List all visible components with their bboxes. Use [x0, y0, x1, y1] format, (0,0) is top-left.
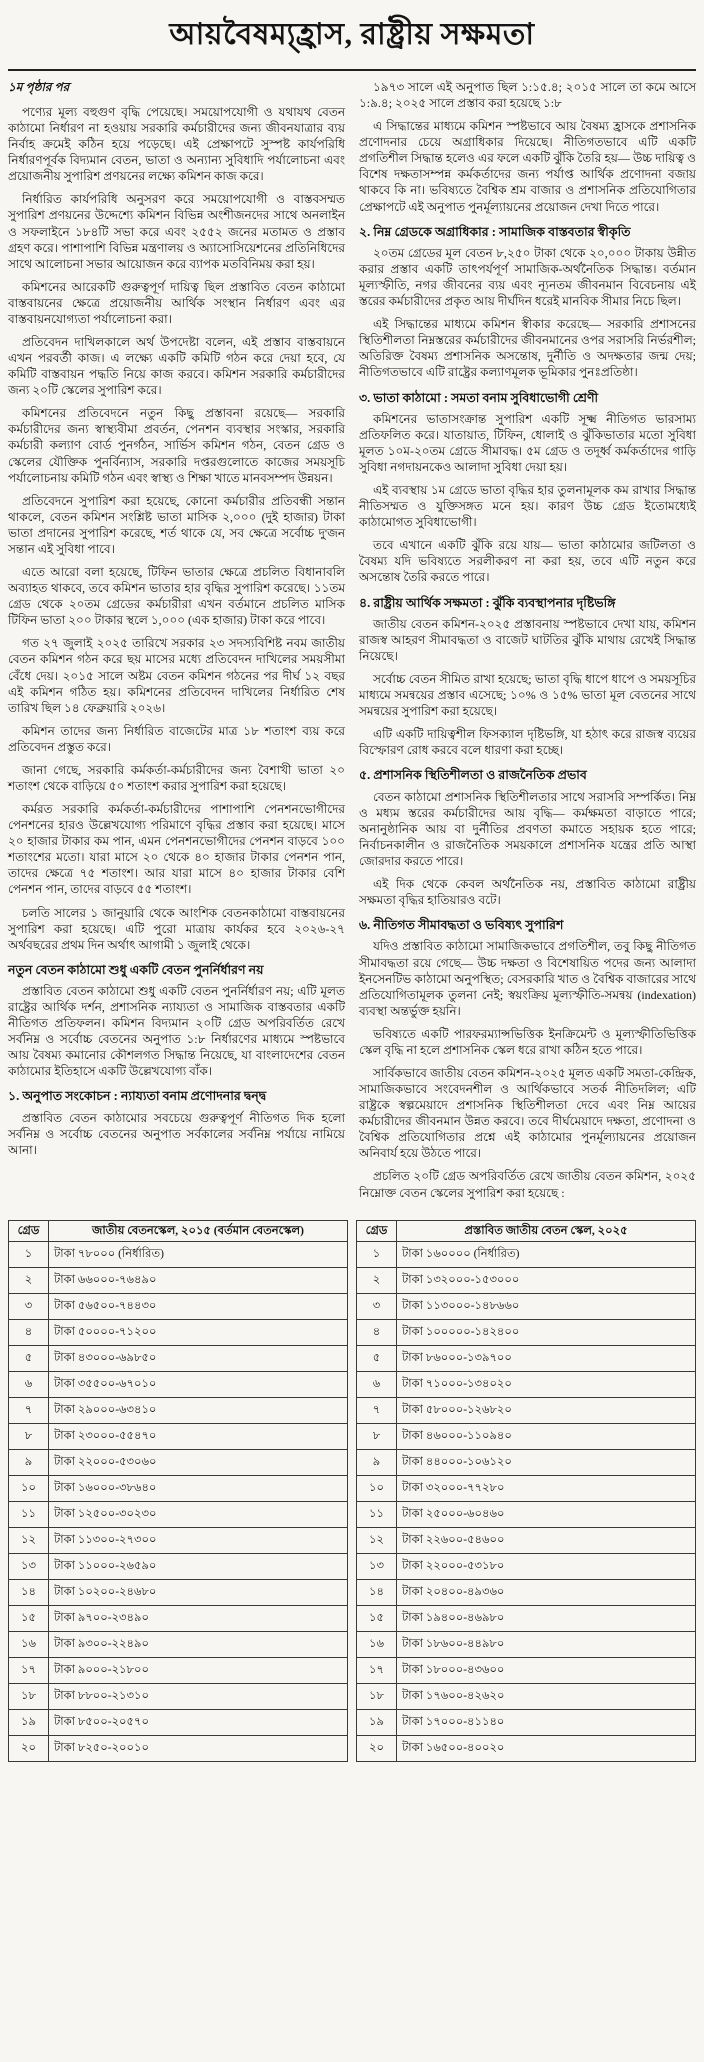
pay-scale-row: [357, 1580, 696, 1606]
scale-amount: টাকা ৯০০০-২১৮০০: [49, 1658, 348, 1684]
grade-column-header: গ্রেড: [9, 1220, 49, 1241]
pay-scale-row: [357, 1346, 696, 1372]
pay-scale-row: [9, 1710, 348, 1736]
scale-amount: টাকা ৯৭০০-২৩৪৯০: [49, 1606, 348, 1632]
grade-number: ১: [357, 1242, 397, 1268]
grade-number: ১২: [357, 1528, 397, 1554]
article-paragraph: এটি একটি দায়িত্বশীল ফিসক্যাল দৃষ্টিভঙ্গি, যা হঠাৎ করে রাজস্ব ব্যয়ের বিস্ফোরণ রোধ করবে বলে ধারণা করা হচ্ছে।: [359, 727, 696, 758]
grade-number: ১৬: [357, 1632, 397, 1658]
scale-amount: টাকা ১১৩০০-২৭৩০০: [49, 1528, 348, 1554]
scale-amount: টাকা ২২৬০০-৫৪৬০০: [397, 1528, 696, 1554]
grade-number: ২: [9, 1268, 49, 1294]
article-paragraph: চলতি সালের ১ জানুয়ারি থেকে আংশিক বেতনকাঠামো বাস্তবায়নের সুপারিশ করা হয়েছে। এটি পুরো মাত্রায় কার্যকর হবে ২০২৬-২৭ অর্থবছরের প্রথম দিন অর্থাৎ আগামী ১ জুলাই থেকে।: [8, 905, 345, 952]
grade-number: ১০: [357, 1476, 397, 1502]
grade-number: ৬: [357, 1372, 397, 1398]
grade-number: ৮: [357, 1424, 397, 1450]
grade-number: ১৩: [357, 1554, 397, 1580]
grade-number: ৮: [9, 1424, 49, 1450]
scale-amount: টাকা ৫০০০০-৭১২০০: [49, 1320, 348, 1346]
scale-amount: টাকা ৫৮০০০-১২৬৮২০: [397, 1398, 696, 1424]
scale-amount: টাকা ১৭০০০-৪১১৪০: [397, 1710, 696, 1736]
grade-column-header: গ্রেড: [357, 1220, 397, 1241]
pay-scale-row: [9, 1606, 348, 1632]
pay-scale-row: [357, 1606, 696, 1632]
pay-scale-row: [357, 1658, 696, 1684]
grade-number: ১২: [9, 1528, 49, 1554]
scale-amount: টাকা ৪৬০০০-১১০৯৪০: [397, 1424, 696, 1450]
scale-amount: টাকা ১৬০০০-৩৮৬৪০: [49, 1476, 348, 1502]
pay-scale-row: [357, 1268, 696, 1294]
article-paragraph: গত ২৭ জুলাই ২০২৫ তারিখে সরকার ২৩ সদস্যবিশিষ্ট নবম জাতীয় বেতন কমিশন গঠন করে ছয় মাসের মধ্যে প্রতিবেদন দাখিলের সময়সীমা বেঁধে দেয়। ২০১৫ সালে অষ্টম বেতন কমিশন গঠনের পর দীর্ঘ ১২ বছর এই কমিশন গঠিত হয়। কমিশনের প্রতিবেদন দাখিলের নির্ধারিত শেষ তারিখ ছিল ১৪ ফেব্রুয়ারি ২০২৬।: [8, 636, 345, 715]
scale-amount: টাকা ৮৮০০-২১৩১০: [49, 1684, 348, 1710]
scale-amount: টাকা ৭১০০০-১৩৪০২০: [397, 1372, 696, 1398]
scale-amount: টাকা ২০৪০০-৪৯৩৬০: [397, 1580, 696, 1606]
pay-scale-row: [9, 1502, 348, 1528]
pay-scale-row: [357, 1242, 696, 1268]
scale-amount: টাকা ২২০০০-৫৩১৮০: [397, 1554, 696, 1580]
article-paragraph: প্রতিবেদন দাখিলকালে অর্থ উপদেষ্টা বলেন, এই প্রস্তাব বাস্তবায়নে এখন পরবর্তী কাজ। এ লক্ষ্যে একটি কমিটি গঠন করে দেয়া হবে, যে কমিটি বাস্তবায়ন পদ্ধতি নিয়ে কাজ করবে। কমিশন সরকারি কর্মচারীদের জন্য ২০টি স্কেলের সুপারিশ করে।: [8, 335, 345, 398]
proposed-pay-scale-table: [356, 1220, 696, 1762]
pay-scale-row: [357, 1502, 696, 1528]
pay-scale-row: [357, 1424, 696, 1450]
pay-scale-row: [357, 1632, 696, 1658]
pay-scale-row: [9, 1658, 348, 1684]
scale-amount: টাকা ২৫০০০-৬০৪৬০: [397, 1502, 696, 1528]
grade-number: ২০: [357, 1736, 397, 1762]
section-heading: নতুন বেতন কাঠামো শুধু একটি বেতন পুনর্নির্ধারণ নয়: [8, 962, 264, 977]
grade-number: ৭: [357, 1398, 397, 1424]
article-paragraph: ভবিষ্যতে একটি পারফরম্যান্সভিত্তিক ইনক্রিমেন্ট ও মূল্যস্ফীতিভিত্তিক স্কেল বৃদ্ধি না হলে প্রশাসনিক স্কেল ধরে রাখা কঠিন হতে পারে।: [359, 1026, 696, 1057]
article-paragraph: প্রস্তাবিত বেতন কাঠামো শুধু একটি বেতন পুনর্নির্ধারণ নয়; এটি মূলত রাষ্ট্রের আর্থিক দর্শন, প্রশাসনিক ন্যায্যতা ও সামাজিক বাস্তবতার একটি নীতিগত প্রতিফলন। কমিশন বিদ্যমান ২০টি গ্রেড অপরিবর্তিত রেখে সর্বনিম্ন ও সর্বোচ্চ বেতনের অনুপাত ১:৮ নির্ধারণের মাধ্যমে স্পষ্টভাবে আয় বৈষম্য কমানোর কৌশলগত সিদ্ধান্ত নিয়েছে, যা বাংলাদেশের বেতন কাঠামোর ইতিহাসে একটি উল্লেখযোগ্য বাঁক।: [8, 984, 345, 1079]
pay-scale-row: [9, 1242, 348, 1268]
pay-scale-row: [9, 1294, 348, 1320]
grade-number: ২০: [9, 1736, 49, 1762]
pay-scale-row: [357, 1320, 696, 1346]
pay-scale-row: [357, 1554, 696, 1580]
scale-amount: টাকা ৮৬০০০-১৩৯৭০০: [397, 1346, 696, 1372]
pay-scale-row: [9, 1346, 348, 1372]
article-paragraph: এই দিক থেকে কেবল অর্থনৈতিক নয়, প্রস্তাবিত কাঠামো রাষ্ট্রীয় সক্ষমতা বৃদ্ধির হাতিয়ারও বটে।: [359, 877, 696, 908]
article-paragraph: এ সিদ্ধান্তের মাধ্যমে কমিশন স্পষ্টভাবে আয় বৈষম্য হ্রাসকে প্রশাসনিক প্রণোদনার চেয়ে অগ্রাধিকার দিয়েছে। নীতিগতভাবে এটি একটি প্রগতিশীল সিদ্ধান্ত হলেও এর ফলে একটি ঝুঁকি তৈরি হয়— উচ্চ দায়িত্ব ও বিশেষ দক্ষতাসম্পন্ন কর্মকর্তাদের জন্য পর্যাপ্ত আর্থিক প্রণোদনা বজায় থাকবে কি না। ভবিষ্যতে বৈশ্বিক শ্রম বাজার ও প্রশাসনিক প্রতিযোগিতার প্রেক্ষাপটে এই অনুপাত পুনর্মূল্যায়নের প্রয়োজন দেখা দিতে পারে।: [359, 119, 696, 214]
grade-number: ১০: [9, 1476, 49, 1502]
scale-column-header: প্রস্তাবিত জাতীয় বেতন স্কেল, ২০২৫: [397, 1220, 696, 1241]
pay-scale-row: [9, 1372, 348, 1398]
pay-scale-row: [357, 1710, 696, 1736]
proposed-table-header: [357, 1220, 696, 1241]
grade-number: ৫: [357, 1346, 397, 1372]
article-paragraph: এতে আরো বলা হয়েছে, টিফিন ভাতার ক্ষেত্রে প্রচলিত বিধানাবলি অব্যাহত থাকবে, তবে কমিশন ভাতার হার বৃদ্ধির সুপারিশ করেছে। ১১তম গ্রেড থেকে ২০তম গ্রেডের কর্মচারীরা এখন বর্তমানে প্রচলিত মাসিক টিফিন ভাতা ২০০ টাকার স্থলে ১,০০০ (এক হাজার) টাকা করে পাবে।: [8, 565, 345, 628]
grade-number: ৫: [9, 1346, 49, 1372]
scale-column-header: জাতীয় বেতনস্কেল, ২০১৫ (বর্তমান বেতনস্কেল): [49, 1220, 348, 1241]
scale-amount: টাকা ১২৫০০-৩০২৩০: [49, 1502, 348, 1528]
article-paragraph: প্রচলিত ২০টি গ্রেড অপরিবর্তিত রেখে জাতীয় বেতন কমিশন, ২০২৫ নিম্নোক্ত বেতন স্কেলের সুপারিশ করা হয়েছে :: [359, 1169, 696, 1200]
article-paragraph: নির্ধারিত কার্যপরিধি অনুসরণ করে সময়োপযোগী ও বাস্তবসম্মত সুপারিশ প্রণয়নের উদ্দেশ্যে কমিশন বিভিন্ন অংশীজনদের সাথে অনলাইন ও সফলাইনে ১৮৪টি সভা করে এবং ২৫৫২ জনের মতামত ও প্রস্তাব গ্রহণ করে। পাশাপাশি বিভিন্ন মন্ত্রণালয় ও অ্যাসোসিয়েশনের প্রতিনিধিদের সাথে আলোচনা সভার আয়োজন করে ব্যাপক মতবিনিময় করা হয়।: [8, 192, 345, 271]
pay-scale-row: [9, 1684, 348, 1710]
article-body: [8, 79, 696, 1208]
article-paragraph: যদিও প্রস্তাবিত কাঠামো সামাজিকভাবে প্রগতিশীল, তবু কিছু নীতিগত সীমাবদ্ধতা রয়ে গেছে— উচ্চ দক্ষতা ও বিশেষায়িত পদের জন্য আলাদা ইনসেনটিভ কাঠামো অনুপস্থিত; বেসরকারি খাত ও বৈশ্বিক বাজারের সাথে প্রতিযোগিতামূলক তুলনা নেই; স্বয়ংক্রিয় মূল্যস্ফীতি-সমন্বয় (indexation) ব্যবস্থা অন্তর্ভুক্ত হয়নি।: [359, 939, 696, 1018]
scale-amount: টাকা ৬৬০০০-৭৬৪৯০: [49, 1268, 348, 1294]
grade-number: ১: [9, 1242, 49, 1268]
scale-amount: টাকা ৫৬৫০০-৭৪৪৩০: [49, 1294, 348, 1320]
scale-amount: টাকা ১০০০০০-১৪২৪০০: [397, 1320, 696, 1346]
article-paragraph: প্রতিবেদনে সুপারিশ করা হয়েছে, কোনো কর্মচারীর প্রতিবন্ধী সন্তান থাকলে, বেতন কমিশন সংশ্লিষ্ট ভাতা মাসিক ২,০০০ (দুই হাজার) টাকা ভাতা প্রদানের সুপারিশ করেছে, শর্ত থাকে যে, সব ক্ষেত্রে সর্বোচ্চ দু'জন সন্তান এই সুবিধা পাবে।: [8, 493, 345, 556]
article-paragraph: কর্মরত সরকারি কর্মকর্তা-কর্মচারীদের পাশাপাশি পেনশনভোগীদের পেনশনের হারও উল্লেখযোগ্য পরিমাণে বৃদ্ধির প্রস্তাব করা হয়েছে। মাসে ২০ হাজার টাকার কম পান, এমন পেনশনভোগীদের পেনশন বাড়বে ১০০ শতাংশের মতো। যারা মাসে ২০ থেকে ৪০ হাজার টাকার পেনশন পান, তাদের ক্ষেত্রে ৭৫ শতাংশ। আর যারা মাসে ৪০ হাজার টাকার বেশি পেনশন পান, তাদের বাড়বে ৫৫ শতাংশ।: [8, 802, 345, 897]
article-header: [8, 6, 696, 71]
scale-amount: টাকা ১৯৪০০-৪৬৯৮০: [397, 1606, 696, 1632]
pay-scale-row: [357, 1736, 696, 1762]
header-row: [9, 1220, 348, 1241]
grade-number: ৬: [9, 1372, 49, 1398]
right-column: [359, 79, 696, 1208]
pay-scale-row: [9, 1528, 348, 1554]
scale-amount: টাকা ১৩২০০০-১৫৩০০০: [397, 1268, 696, 1294]
pay-scale-row: [9, 1268, 348, 1294]
grade-number: ১১: [9, 1502, 49, 1528]
scale-amount: টাকা ২২০০০-৫৩০৬০: [49, 1450, 348, 1476]
scale-amount: টাকা ৯৩০০-২২৪৯০: [49, 1632, 348, 1658]
grade-number: ১৫: [357, 1606, 397, 1632]
article-paragraph: কমিশনের প্রতিবেদনে নতুন কিছু প্রস্তাবনা রয়েছে— সরকারি কর্মচারীদের জন্য স্বাস্থ্যবীমা প্রবর্তন, পেনশন ব্যবস্থার সংস্কার, সরকারি কর্মচারী কল্যাণ বোর্ড পুনর্গঠন, সার্ভিস কমিশন গঠন, বেতন গ্রেড ও স্কেলের যৌক্তিক পুনর্বিন্যাস, সরকারি দপ্তরগুলোতে কাজের সময়সূচি পর্যালোচনায় কমিটি গঠন এবং স্বাস্থ্য ও শিক্ষা খাতে মানবসম্পদ উন্নয়ন।: [8, 406, 345, 485]
grade-number: ১৭: [9, 1658, 49, 1684]
proposed-table-body: [357, 1242, 696, 1762]
article-paragraph: এই সিদ্ধান্তের মাধ্যমে কমিশন স্বীকার করেছে— সরকারি প্রশাসনের স্থিতিশীলতা নিম্নস্তরের কর্মচারীদের জীবনমানের ওপর সরাসরি নির্ভরশীল; অতিরিক্ত বৈষম্য প্রশাসনিক অসন্তোষ, দুর্নীতি ও অদক্ষতার জন্ম দেয়; নীতিগতভাবে এটি রাষ্ট্রের কল্যাণমূলক ভূমিকার পুনঃপ্রতিষ্ঠা।: [359, 317, 696, 380]
scale-amount: টাকা ৮৫০০-২০৫৭০: [49, 1710, 348, 1736]
pay-scale-row: [357, 1476, 696, 1502]
scale-amount: টাকা ৭৮০০০ (নির্ধারিত): [49, 1242, 348, 1268]
pay-scale-row: [357, 1294, 696, 1320]
grade-number: ১৯: [357, 1710, 397, 1736]
grade-number: ১৮: [357, 1684, 397, 1710]
scale-amount: টাকা ১৮০০০-৪৩৬০০: [397, 1658, 696, 1684]
article-title: আয়বৈষম্য্‌হ্রাস, রাষ্ট্রীয় সক্ষমতা: [169, 18, 535, 51]
grade-number: ৪: [9, 1320, 49, 1346]
scale-amount: টাকা ৮২৫০-২০০১০: [49, 1736, 348, 1762]
article-paragraph: সর্বোচ্চ বেতন সীমিত রাখা হয়েছে; ভাতা বৃদ্ধি ধাপে ধাপে ও সময়সূচির মাধ্যমে সমন্বয়ের প্রস্তাব এসেছে; ১০% ও ১৫% ভাতা মূল বেতনের সাথে সমন্বয়ের সুপারিশ করা হয়েছে।: [359, 672, 696, 719]
article-paragraph: জানা গেছে, সরকারি কর্মকর্তা-কর্মচারীদের জন্য বৈশাখী ভাতা ২০ শতাংশ থেকে বাড়িয়ে ৫০ শতাংশ করার সুপারিশ করা হয়েছে।: [8, 762, 345, 793]
pay-scale-row: [357, 1528, 696, 1554]
pay-scale-row: [9, 1450, 348, 1476]
section-heading: ২. নিম্ন গ্রেডকে অগ্রাধিকার : সামাজিক বাস্তবতার স্বীকৃতি: [359, 224, 631, 239]
scale-amount: টাকা ৩২০০০-৭৭২৮০: [397, 1476, 696, 1502]
scale-amount: টাকা ১১০০০-২৬৫৯০: [49, 1554, 348, 1580]
grade-number: ১৫: [9, 1606, 49, 1632]
grade-number: ১৩: [9, 1554, 49, 1580]
pay-scale-row: [9, 1632, 348, 1658]
article-paragraph: ১৯৭৩ সালে এই অনুপাত ছিল ১:১৫.৪; ২০১৫ সালে তা কমে আসে ১:৯.৪; ২০২৫ সালে প্রস্তাব করা হয়েছে ১:৮: [359, 80, 696, 111]
grade-number: ২: [357, 1268, 397, 1294]
section-heading: ৫. প্রশাসনিক স্থিতিশীলতা ও রাজনৈতিক প্রভাব: [359, 768, 587, 783]
pay-scale-row: [357, 1372, 696, 1398]
scale-amount: টাকা ৩৫৫০০-৬৭০১০: [49, 1372, 348, 1398]
grade-number: ১৯: [9, 1710, 49, 1736]
pay-scale-row: [9, 1424, 348, 1450]
current-table-header: [9, 1220, 348, 1241]
section-heading: ৬. নীতিগত সীমাবদ্ধতা ও ভবিষ্যৎ সুপারিশ: [359, 918, 564, 933]
article-paragraph: কমিশনের ভাতাসংক্রান্ত সুপারিশ একটি সূক্ষ্ম নীতিগত ভারসাম্য প্রতিফলিত করে। যাতায়াত, টিফিন, ধোলাই ও ঝুঁকিভাতার মতো সুবিধা মূলত ১০ম-২০তম গ্রেডে সীমাবদ্ধ। ৫ম গ্রেড ও তদূর্ধ্ব কর্মকর্তাদের গাড়ি সুবিধা নগদায়নকেও আলাদা সুবিধা দেয়া হয়।: [359, 411, 696, 474]
pay-scale-row: [357, 1450, 696, 1476]
scale-amount: টাকা ১৮৬০০-৪৪৯৮০: [397, 1632, 696, 1658]
article-paragraph: কমিশন তাদের জন্য নির্ধারিত বাজেটের মাত্র ১৮ শতাংশ ব্যয় করে প্রতিবেদন প্রস্তুত করে।: [8, 723, 345, 754]
grade-number: ১৭: [357, 1658, 397, 1684]
section-heading: ৪. রাষ্ট্রীয় আর্থিক সক্ষমতা : ঝুঁকি ব্যবস্থাপনার দৃষ্টিভঙ্গি: [359, 595, 616, 610]
scale-amount: টাকা ১৬৫০০-৪০০২০: [397, 1736, 696, 1762]
grade-number: ৯: [9, 1450, 49, 1476]
grade-number: ৩: [9, 1294, 49, 1320]
scale-amount: টাকা ১৬০০০০ (নির্ধারিত): [397, 1242, 696, 1268]
left-column: [8, 79, 345, 1165]
section-heading: ৩. ভাতা কাঠামো : সমতা বনাম সুবিধাভোগী শ্রেণী: [359, 390, 599, 405]
grade-number: ৪: [357, 1320, 397, 1346]
grade-number: ১৮: [9, 1684, 49, 1710]
pay-scale-row: [9, 1736, 348, 1762]
pay-scale-row: [9, 1398, 348, 1424]
article-paragraph: জাতীয় বেতন কমিশন-২০২৫ প্রস্তাবনায় স্পষ্টভাবে দেখা যায়, কমিশন রাজস্ব আহরণ সীমাবদ্ধতা ও বাজেট ঘাটতির ঝুঁকি মাথায় রেখেই সিদ্ধান্ত নিয়েছে।: [359, 616, 696, 663]
section-heading: ১. অনুপাত সংকোচন : ন্যায্যতা বনাম প্রণোদনার দ্বন্দ্ব: [8, 1089, 267, 1104]
grade-number: ১১: [357, 1502, 397, 1528]
pay-scale-row: [9, 1554, 348, 1580]
pay-scale-row: [357, 1398, 696, 1424]
grade-number: ৯: [357, 1450, 397, 1476]
grade-number: ১৬: [9, 1632, 49, 1658]
current-pay-scale-table: [8, 1220, 348, 1762]
pay-scale-row: [357, 1684, 696, 1710]
article-paragraph: প্রস্তাবিত বেতন কাঠামোর সবচেয়ে গুরুত্বপূর্ণ নীতিগত দিক হলো সর্বনিম্ন ও সর্বোচ্চ বেতনের অনুপাত সর্বকালের সর্বনিম্ন পর্যায়ে নামিয়ে আনা।: [8, 1110, 345, 1157]
pay-scale-row: [9, 1580, 348, 1606]
pay-scale-row: [9, 1476, 348, 1502]
scale-amount: টাকা ১৭৬০০-৪২৬২০: [397, 1684, 696, 1710]
article-paragraph: সার্বিকভাবে জাতীয় বেতন কমিশন-২০২৫ মূলত একটি সমতা-কেন্দ্রিক, সামাজিকভাবে সংবেদনশীল ও আর্থিকভাবে সতর্ক নীতিদলিল; এটি রাষ্ট্রকে স্বল্পমেয়াদে প্রশাসনিক স্থিতিশীলতা দেবে এবং নিম্ন আয়ের কর্মচারীদের জীবনমান উন্নত করবে। তবে দীর্ঘমেয়াদে দক্ষতা, প্রণোদনা ও বৈশ্বিক প্রতিযোগিতার প্রশ্নে এই কাঠামোর পুনর্মূল্যায়নের প্রয়োজন অনিবার্য হয়ে উঠতে পারে।: [359, 1066, 696, 1161]
article-paragraph: ২০তম গ্রেডের মূল বেতন ৮,২৫০ টাকা থেকে ২০,০০০ টাকায় উন্নীত করার প্রস্তাব একটি তাৎপর্যপূর্ণ সামাজিক-অর্থনৈতিক সিদ্ধান্ত। বর্তমান মূল্যস্ফীতি, নগর জীবনের ব্যয় এবং ন্যূনতম জীবনমান বিবেচনায় এই স্তরের কর্মচারীদের প্রকৃত আয় দীর্ঘদিন ধরেই মানবিক সীমার নিচে ছিল।: [359, 245, 696, 309]
article-paragraph: পণ্যের মূল্য বহুগুণ বৃদ্ধি পেয়েছে। সময়োপযোগী ও যথাযথ বেতন কাঠামো নির্ধারণ না হওয়ায় সরকারি কর্মচারীদের জন্য জীবনযাত্রার ব্যয় নির্বাহ ক্রমেই কঠিন হয়ে পড়েছে। এই প্রেক্ষাপটে সুস্পষ্ট কার্যপরিধি নির্ধারণপূর্বক বিদ্যমান বেতন, ভাতা ও অন্যান্য সুবিধাদি পর্যালোচনা এবং প্রয়োজনীয় সুপারিশ প্রণয়নের লক্ষ্যে কমিশন কাজ করে।: [8, 105, 345, 184]
article-paragraph: কমিশনের আরেকটি গুরুত্বপূর্ণ দায়িত্ব ছিল প্রস্তাবিত বেতন কাঠামো বাস্তবায়নের ক্ষেত্রে প্রয়োজনীয় আর্থিক সংস্থান নির্ধারণ এবং এর বাস্তবায়নযোগ্যতা পর্যালোচনা করা।: [8, 279, 345, 326]
scale-amount: টাকা ২৩০০০-৫৫৪৭০: [49, 1424, 348, 1450]
article-paragraph: বেতন কাঠামো প্রশাসনিক স্থিতিশীলতার সাথে সরাসরি সম্পর্কিত। নিম্ন ও মধ্যম স্তরের কর্মচারীদের আয় বৃদ্ধি— কর্মক্ষমতা বাড়াতে পারে; অনানুষ্ঠানিক আয় বা দুর্নীতির প্রবণতা কমাতে সহায়ক হতে পারে; নির্বাচনকালীন ও রাজনৈতিক সময়কালে প্রশাসনিক যন্ত্রের প্রতি আস্থা জোরদার করতে পারে।: [359, 789, 696, 868]
grade-number: ১৪: [357, 1580, 397, 1606]
grade-number: ৭: [9, 1398, 49, 1424]
continuation-note: ১ম পৃষ্ঠার পর: [8, 80, 70, 94]
pay-scale-row: [9, 1320, 348, 1346]
scale-amount: টাকা ৪৪০০০-১০৬১২০: [397, 1450, 696, 1476]
header-row: [357, 1220, 696, 1241]
scale-amount: টাকা ৪৩০০০-৬৯৮৫০: [49, 1346, 348, 1372]
article-paragraph: এই ব্যবস্থায় ১ম গ্রেডে ভাতা বৃদ্ধির হার তুলনামূলক কম রাখার সিদ্ধান্ত নীতিসম্মত ও যুক্তিসঙ্গত মনে হয়। কারণ উচ্চ গ্রেড ইতোমধ্যেই কাঠামোগত সুবিধাভোগী।: [359, 483, 696, 530]
scale-amount: টাকা ১০২০০-২৪৬৮০: [49, 1580, 348, 1606]
grade-number: ১৪: [9, 1580, 49, 1606]
pay-scale-comparison: [8, 1220, 696, 1762]
scale-amount: টাকা ১১৩০০০-১৪৮৬৬০: [397, 1294, 696, 1320]
grade-number: ৩: [357, 1294, 397, 1320]
scale-amount: টাকা ২৯০০০-৬৩৪১০: [49, 1398, 348, 1424]
current-table-body: [9, 1242, 348, 1762]
article-paragraph: তবে এখানে একটি ঝুঁকি রয়ে যায়— ভাতা কাঠামোর জটিলতা ও বৈষম্য যদি ভবিষ্যতে সরলীকরণ না করা হয়, তবে এটি নতুন করে অসন্তোষ তৈরি করতে পারে।: [359, 538, 696, 585]
